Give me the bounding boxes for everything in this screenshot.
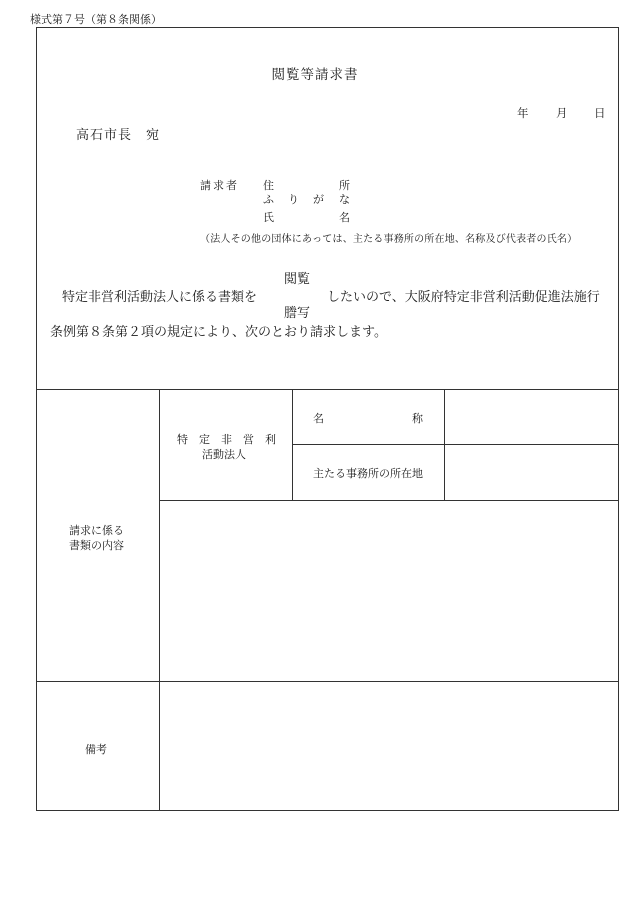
request-text-line1-after: したいので、大阪府特定非営利活動促進法施行 xyxy=(327,290,600,305)
date-day-label: 日 xyxy=(594,106,606,120)
divider-request-table xyxy=(36,389,619,390)
date-month-label: 月 xyxy=(556,106,568,120)
furigana-char: ふ xyxy=(263,193,274,206)
corporate-note: （法人その他の団体にあっては、主たる事務所の所在地、名称及び代表者の氏名） xyxy=(200,234,578,245)
furigana-char: が xyxy=(313,193,324,206)
page-title: 閲覧等請求書 xyxy=(271,67,359,83)
date-year-label: 年 xyxy=(517,106,529,120)
address-label-right: 所 xyxy=(339,179,350,192)
form-number: 様式第７号（第８条関係） xyxy=(30,13,162,26)
request-text-line2: 条例第８条第２項の規定により、次のとおり請求します。 xyxy=(50,325,387,340)
request-contents-label-line1: 請求に係る xyxy=(69,524,124,537)
org-name-label-left: 名 xyxy=(313,412,324,425)
divider-value-column xyxy=(444,389,445,500)
divider-name-office xyxy=(292,444,619,445)
form-frame xyxy=(36,27,619,811)
furigana-char: り xyxy=(288,193,299,206)
divider-npo-content xyxy=(159,500,619,501)
remarks-label: 備考 xyxy=(85,743,107,756)
divider-remarks xyxy=(36,681,619,682)
request-text-line1-before: 特定非営利活動法人に係る書類を xyxy=(62,290,258,305)
name-label-left: 氏 xyxy=(263,211,274,224)
divider-label-column xyxy=(159,389,160,811)
requester-label: 請求者 xyxy=(200,179,239,192)
address-label-left: 住 xyxy=(263,179,274,192)
npo-label-line1: 特 定 非 営 利 xyxy=(177,433,276,446)
org-name-label-right: 称 xyxy=(412,412,423,425)
office-address-label: 主たる事務所の所在地 xyxy=(313,467,423,480)
addressee: 高石市長 宛 xyxy=(76,128,161,143)
request-contents-label-line2: 書類の内容 xyxy=(69,539,124,552)
divider-npo-column xyxy=(292,389,293,500)
name-label-right: 名 xyxy=(339,211,350,224)
choice-copying: 謄写 xyxy=(284,306,311,321)
npo-label-line2: 活動法人 xyxy=(202,448,246,461)
choice-inspection: 閲覧 xyxy=(284,272,311,287)
furigana-char: な xyxy=(339,193,350,206)
